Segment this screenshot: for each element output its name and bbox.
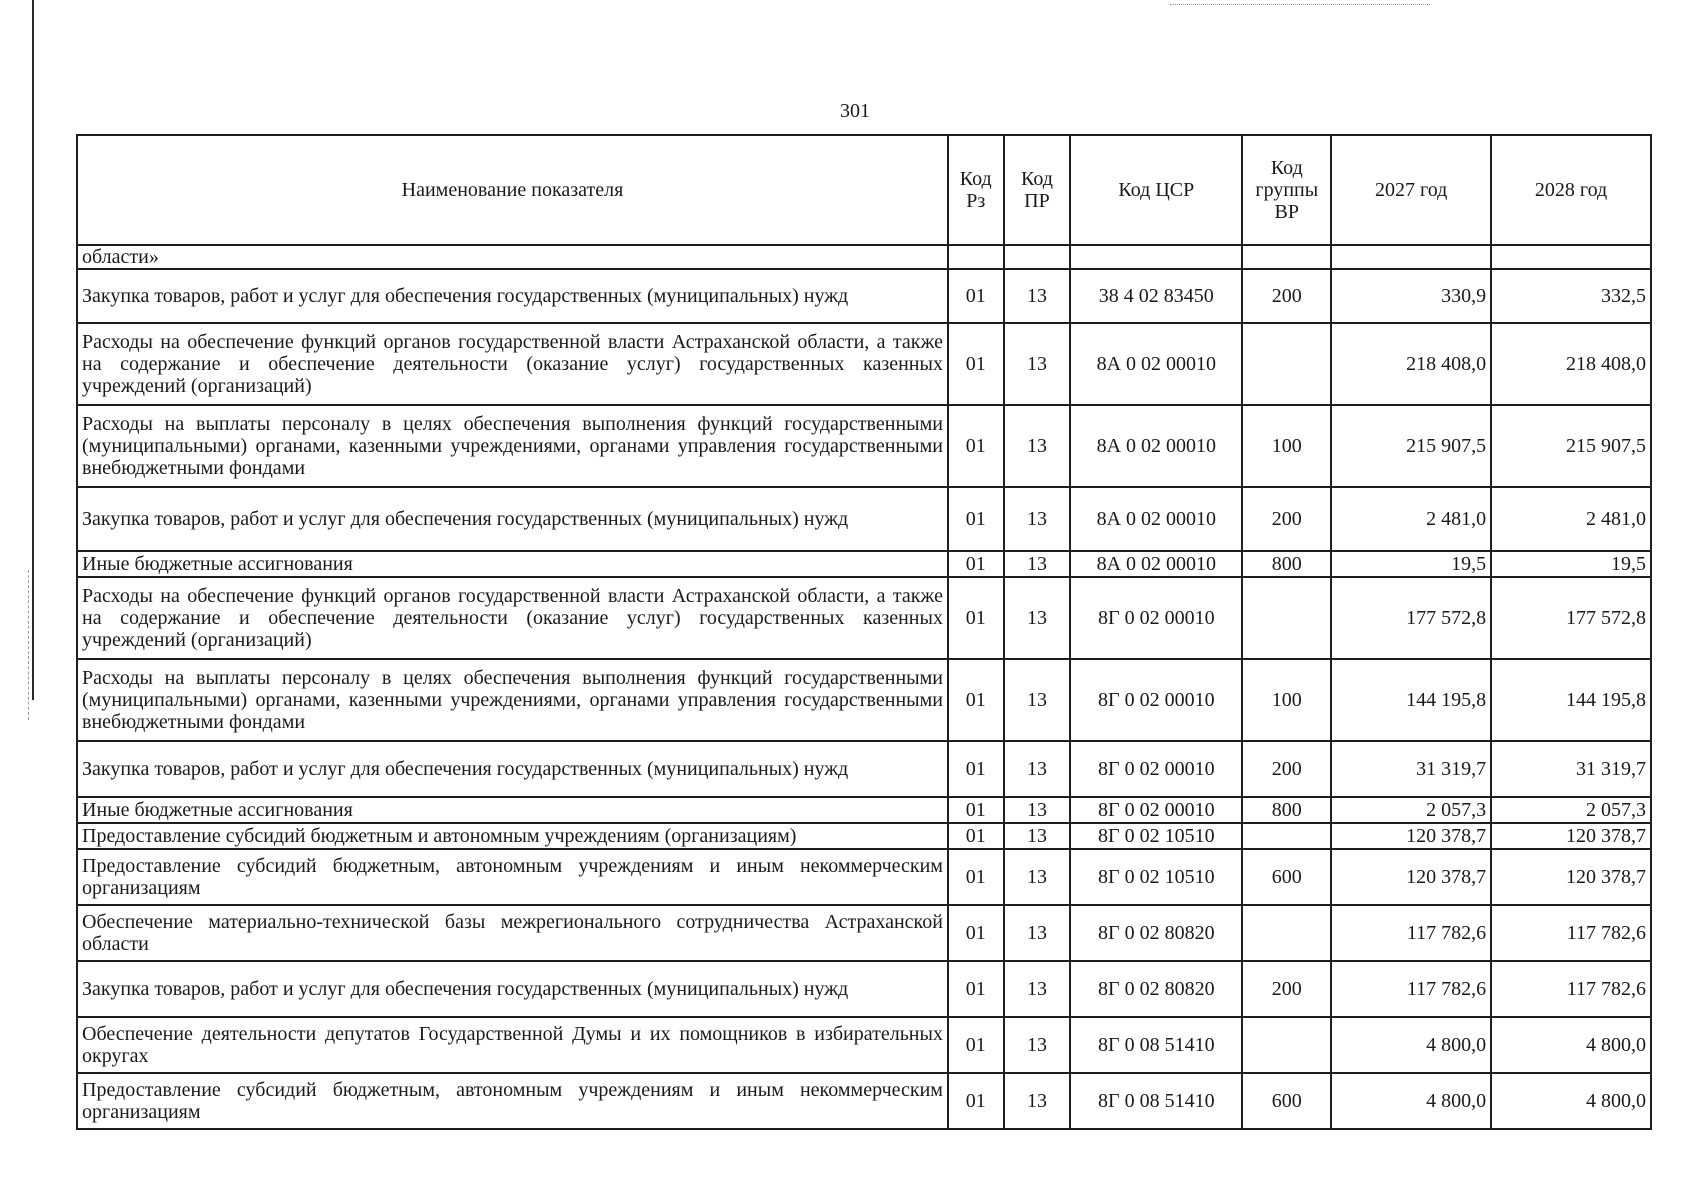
cell-pr: 13 xyxy=(1004,551,1071,577)
cell-name: Иные бюджетные ассигнования xyxy=(77,551,948,577)
cell-csr xyxy=(1070,245,1242,269)
cell-rz: 01 xyxy=(948,405,1004,487)
cell-rz: 01 xyxy=(948,659,1004,741)
cell-name: Иные бюджетные ассигнования xyxy=(77,797,948,823)
cell-pr: 13 xyxy=(1004,741,1071,797)
table-row xyxy=(77,577,1651,659)
cell-vr: 800 xyxy=(1242,551,1331,577)
cell-2028: 215 907,5 xyxy=(1491,405,1651,487)
cell-vr: 200 xyxy=(1242,487,1331,551)
cell-vr: 200 xyxy=(1242,269,1331,323)
cell-rz: 01 xyxy=(948,823,1004,849)
cell-pr xyxy=(1004,245,1071,269)
cell-rz: 01 xyxy=(948,577,1004,659)
cell-csr: 8А 0 02 00010 xyxy=(1070,323,1242,405)
cell-2028: 19,5 xyxy=(1491,551,1651,577)
cell-vr xyxy=(1242,577,1331,659)
cell-pr: 13 xyxy=(1004,1073,1071,1129)
budget-table xyxy=(76,134,1652,1130)
scan-margin-marks xyxy=(28,570,30,720)
cell-name: Расходы на обеспечение функций органов государственной власти Астраханской области, а также на содержание и обеспечение деятельности (оказание услуг) государственных казенных учреждений (организаций) xyxy=(77,577,948,659)
cell-name: Закупка товаров, работ и услуг для обеспечения государственных (муниципальных) нужд xyxy=(77,269,948,323)
cell-pr: 13 xyxy=(1004,323,1071,405)
cell-2028: 120 378,7 xyxy=(1491,849,1651,905)
cell-name: Предоставление субсидий бюджетным, автономным учреждениям и иным некоммерческим организациям xyxy=(77,1073,948,1129)
cell-2027 xyxy=(1331,245,1491,269)
cell-rz xyxy=(948,245,1004,269)
cell-name: Обеспечение материально-технической базы межрегионального сотрудничества Астраханской области xyxy=(77,905,948,961)
cell-vr: 200 xyxy=(1242,961,1331,1017)
cell-2028: 120 378,7 xyxy=(1491,823,1651,849)
table-row xyxy=(77,797,1651,823)
cell-vr xyxy=(1242,1017,1331,1073)
scan-artifact xyxy=(1170,4,1430,7)
cell-name: Предоставление субсидий бюджетным и автономным учреждениям (организациям) xyxy=(77,823,948,849)
table-header-row xyxy=(77,135,1651,245)
table-row xyxy=(77,323,1651,405)
cell-name: Расходы на выплаты персоналу в целях обеспечения выполнения функций государственными (муниципальными) органами, казенными учреждениями, органами управления государственными внебюджетными фондами xyxy=(77,405,948,487)
table-row xyxy=(77,849,1651,905)
cell-name: Предоставление субсидий бюджетным, автономным учреждениям и иным некоммерческим организациям xyxy=(77,849,948,905)
cell-name: области» xyxy=(77,245,948,269)
header-2027: 2027 год xyxy=(1331,135,1491,245)
cell-pr: 13 xyxy=(1004,849,1071,905)
cell-pr: 13 xyxy=(1004,1017,1071,1073)
cell-2027: 2 481,0 xyxy=(1331,487,1491,551)
table-row xyxy=(77,487,1651,551)
cell-2028: 218 408,0 xyxy=(1491,323,1651,405)
cell-rz: 01 xyxy=(948,1017,1004,1073)
cell-csr: 8Г 0 02 10510 xyxy=(1070,849,1242,905)
cell-pr: 13 xyxy=(1004,405,1071,487)
cell-csr: 8Г 0 02 00010 xyxy=(1070,577,1242,659)
cell-pr: 13 xyxy=(1004,797,1071,823)
cell-2027: 117 782,6 xyxy=(1331,961,1491,1017)
table-row xyxy=(77,659,1651,741)
cell-csr: 38 4 02 83450 xyxy=(1070,269,1242,323)
cell-vr: 600 xyxy=(1242,849,1331,905)
cell-rz: 01 xyxy=(948,797,1004,823)
cell-pr: 13 xyxy=(1004,823,1071,849)
cell-vr xyxy=(1242,245,1331,269)
cell-2027: 31 319,7 xyxy=(1331,741,1491,797)
cell-rz: 01 xyxy=(948,551,1004,577)
cell-2027: 4 800,0 xyxy=(1331,1073,1491,1129)
cell-2027: 330,9 xyxy=(1331,269,1491,323)
cell-vr xyxy=(1242,905,1331,961)
cell-2027: 218 408,0 xyxy=(1331,323,1491,405)
scan-margin-line xyxy=(32,0,34,700)
table-row xyxy=(77,823,1651,849)
cell-csr: 8А 0 02 00010 xyxy=(1070,405,1242,487)
cell-vr: 100 xyxy=(1242,659,1331,741)
cell-vr xyxy=(1242,323,1331,405)
table-row xyxy=(77,269,1651,323)
cell-csr: 8А 0 02 00010 xyxy=(1070,551,1242,577)
cell-2027: 117 782,6 xyxy=(1331,905,1491,961)
cell-name: Обеспечение деятельности депутатов Государственной Думы и их помощников в избирательных округах xyxy=(77,1017,948,1073)
cell-vr: 800 xyxy=(1242,797,1331,823)
cell-2028: 4 800,0 xyxy=(1491,1017,1651,1073)
cell-2028: 177 572,8 xyxy=(1491,577,1651,659)
cell-csr: 8Г 0 02 00010 xyxy=(1070,741,1242,797)
cell-2028: 144 195,8 xyxy=(1491,659,1651,741)
cell-2027: 144 195,8 xyxy=(1331,659,1491,741)
cell-name: Закупка товаров, работ и услуг для обеспечения государственных (муниципальных) нужд xyxy=(77,741,948,797)
cell-pr: 13 xyxy=(1004,905,1071,961)
cell-vr: 200 xyxy=(1242,741,1331,797)
cell-2028: 31 319,7 xyxy=(1491,741,1651,797)
table-row xyxy=(77,905,1651,961)
cell-csr: 8Г 0 02 10510 xyxy=(1070,823,1242,849)
cell-vr: 100 xyxy=(1242,405,1331,487)
cell-name: Расходы на выплаты персоналу в целях обеспечения выполнения функций государственными (муниципальными) органами, казенными учреждениями, органами управления государственными внебюджетными фондами xyxy=(77,659,948,741)
cell-2028 xyxy=(1491,245,1651,269)
table-row xyxy=(77,741,1651,797)
cell-2028: 117 782,6 xyxy=(1491,905,1651,961)
cell-rz: 01 xyxy=(948,849,1004,905)
cell-2028: 4 800,0 xyxy=(1491,1073,1651,1129)
cell-pr: 13 xyxy=(1004,269,1071,323)
cell-rz: 01 xyxy=(948,741,1004,797)
cell-2027: 215 907,5 xyxy=(1331,405,1491,487)
cell-rz: 01 xyxy=(948,961,1004,1017)
cell-pr: 13 xyxy=(1004,577,1071,659)
cell-name: Закупка товаров, работ и услуг для обеспечения государственных (муниципальных) нужд xyxy=(77,487,948,551)
cell-2027: 4 800,0 xyxy=(1331,1017,1491,1073)
table-row xyxy=(77,1017,1651,1073)
cell-2027: 177 572,8 xyxy=(1331,577,1491,659)
header-rz: Код Рз xyxy=(948,135,1004,245)
cell-pr: 13 xyxy=(1004,961,1071,1017)
cell-pr: 13 xyxy=(1004,659,1071,741)
cell-name: Расходы на обеспечение функций органов государственной власти Астраханской области, а также на содержание и обеспечение деятельности (оказание услуг) государственных казенных учреждений (организаций) xyxy=(77,323,948,405)
cell-2027: 120 378,7 xyxy=(1331,849,1491,905)
cell-2028: 117 782,6 xyxy=(1491,961,1651,1017)
cell-2028: 2 057,3 xyxy=(1491,797,1651,823)
header-name: Наименование показателя xyxy=(77,135,948,245)
header-csr: Код ЦСР xyxy=(1070,135,1242,245)
table-row xyxy=(77,245,1651,269)
cell-pr: 13 xyxy=(1004,487,1071,551)
cell-rz: 01 xyxy=(948,487,1004,551)
cell-2027: 120 378,7 xyxy=(1331,823,1491,849)
cell-vr: 600 xyxy=(1242,1073,1331,1129)
header-pr: Код ПР xyxy=(1004,135,1071,245)
table-row xyxy=(77,1073,1651,1129)
cell-csr: 8А 0 02 00010 xyxy=(1070,487,1242,551)
cell-csr: 8Г 0 08 51410 xyxy=(1070,1017,1242,1073)
cell-2027: 19,5 xyxy=(1331,551,1491,577)
cell-csr: 8Г 0 02 00010 xyxy=(1070,797,1242,823)
cell-vr xyxy=(1242,823,1331,849)
cell-rz: 01 xyxy=(948,323,1004,405)
page-number: 301 xyxy=(840,100,870,122)
table-body xyxy=(77,245,1651,1129)
cell-csr: 8Г 0 08 51410 xyxy=(1070,1073,1242,1129)
cell-2028: 332,5 xyxy=(1491,269,1651,323)
cell-csr: 8Г 0 02 80820 xyxy=(1070,905,1242,961)
table-row xyxy=(77,551,1651,577)
cell-2028: 2 481,0 xyxy=(1491,487,1651,551)
cell-2027: 2 057,3 xyxy=(1331,797,1491,823)
cell-rz: 01 xyxy=(948,905,1004,961)
table-row xyxy=(77,961,1651,1017)
cell-name: Закупка товаров, работ и услуг для обеспечения государственных (муниципальных) нужд xyxy=(77,961,948,1017)
table-row xyxy=(77,405,1651,487)
header-vr: Код группы ВР xyxy=(1242,135,1331,245)
cell-csr: 8Г 0 02 80820 xyxy=(1070,961,1242,1017)
cell-rz: 01 xyxy=(948,269,1004,323)
cell-csr: 8Г 0 02 00010 xyxy=(1070,659,1242,741)
header-2028: 2028 год xyxy=(1491,135,1651,245)
cell-rz: 01 xyxy=(948,1073,1004,1129)
